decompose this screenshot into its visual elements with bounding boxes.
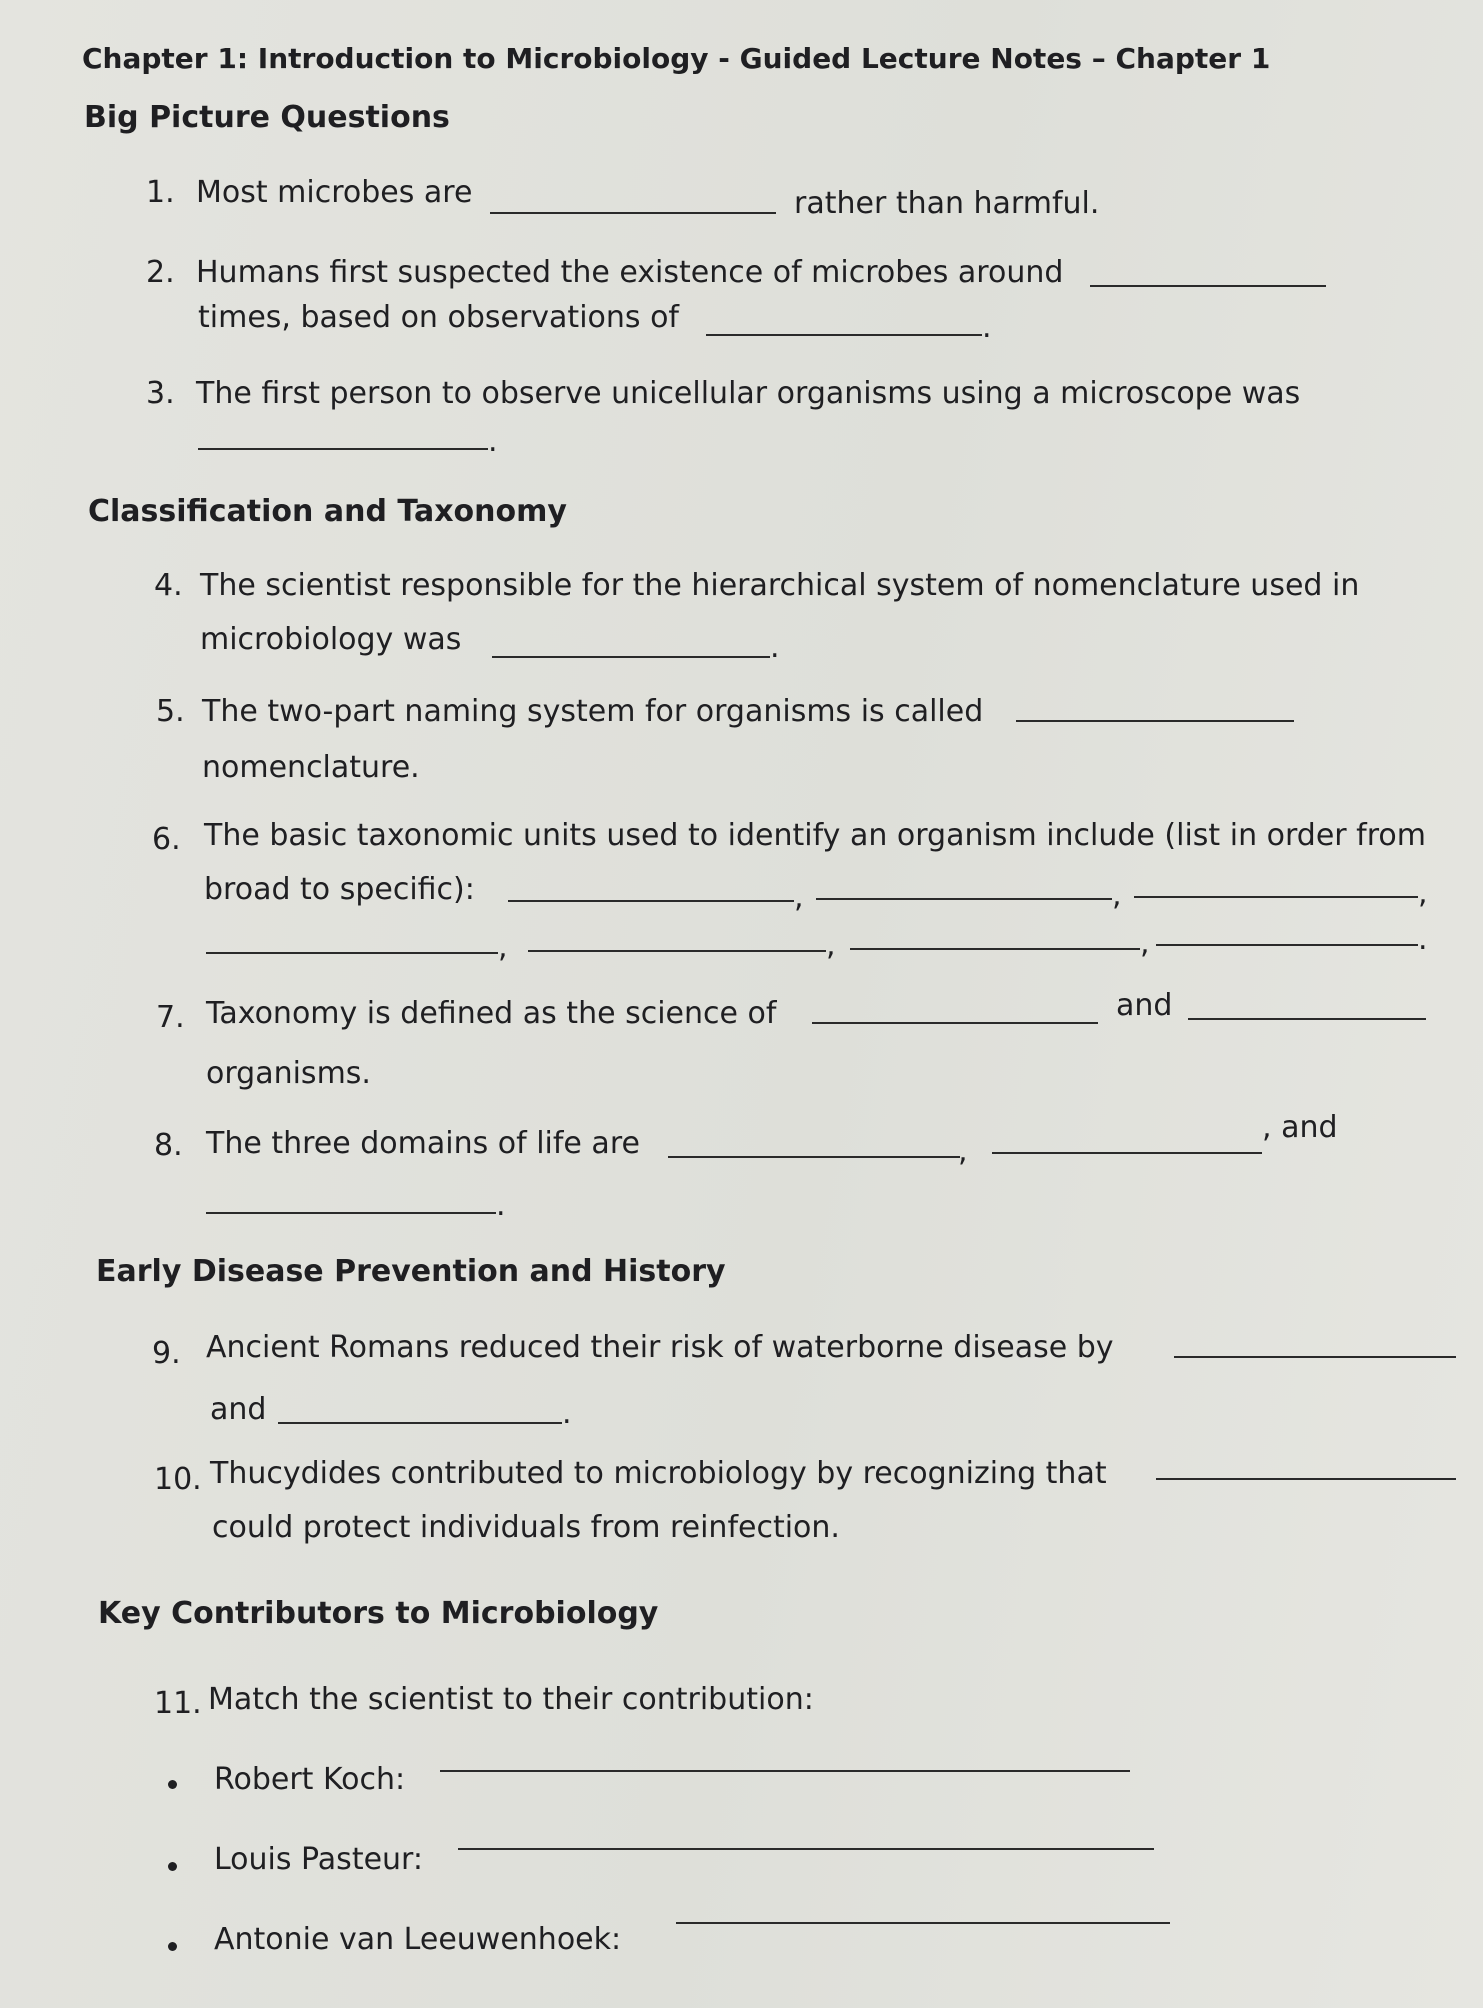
- question-4-number: 4.: [154, 568, 183, 603]
- answer-blank[interactable]: [1016, 720, 1294, 722]
- answer-blank[interactable]: [490, 212, 776, 214]
- question-11-number: 11.: [154, 1686, 202, 1721]
- question-1-text-end: rather than harmful.: [794, 186, 1100, 221]
- question-5-text-line2: nomenclature.: [202, 750, 420, 785]
- question-3-text: The first person to observe unicellular organisms using a microscope was: [196, 376, 1301, 411]
- bullet-icon: [168, 1942, 177, 1951]
- answer-blank[interactable]: [1188, 1018, 1426, 1020]
- answer-blank[interactable]: [198, 448, 488, 450]
- question-8-period: .: [496, 1188, 506, 1223]
- question-8-text: The three domains of life are: [206, 1126, 640, 1161]
- answer-blank[interactable]: [206, 1212, 496, 1214]
- answer-blank[interactable]: [812, 1022, 1098, 1024]
- answer-blank[interactable]: [492, 656, 770, 658]
- question-6-period: .: [1418, 922, 1428, 957]
- question-9-text: Ancient Romans reduced their risk of waterborne disease by: [206, 1330, 1114, 1365]
- question-9-period: .: [562, 1396, 572, 1431]
- answer-blank[interactable]: [1134, 896, 1418, 898]
- question-9-and: and: [210, 1392, 267, 1427]
- question-8-number: 8.: [154, 1128, 183, 1163]
- answer-blank[interactable]: [440, 1770, 1130, 1772]
- comma: ,: [1418, 876, 1428, 911]
- bullet-icon: [168, 1862, 177, 1871]
- answer-blank[interactable]: [1090, 285, 1326, 287]
- question-9-number: 9.: [152, 1336, 181, 1371]
- question-6-text: The basic taxonomic units used to identify an organism include (list in order from: [204, 818, 1426, 853]
- question-6-text-line2: broad to specific):: [204, 872, 475, 907]
- answer-blank[interactable]: [1156, 1478, 1456, 1480]
- question-7-and: and: [1116, 988, 1173, 1023]
- answer-blank[interactable]: [850, 948, 1140, 950]
- answer-blank[interactable]: [1156, 944, 1418, 946]
- match-item-label: Robert Koch:: [214, 1762, 406, 1797]
- answer-blank[interactable]: [668, 1156, 960, 1158]
- question-5-number: 5.: [156, 694, 185, 729]
- question-4-text: The scientist responsible for the hierarchical system of nomenclature used in: [200, 568, 1360, 603]
- answer-blank[interactable]: [206, 952, 498, 954]
- comma: ,: [958, 1134, 968, 1169]
- comma: ,: [1112, 878, 1122, 913]
- comma: ,: [826, 928, 836, 963]
- question-2-text: Humans first suspected the existence of microbes around: [196, 255, 1064, 290]
- question-7-number: 7.: [156, 1000, 185, 1035]
- question-4-period: .: [770, 630, 780, 665]
- bullet-icon: [168, 1780, 177, 1789]
- comma: ,: [498, 930, 508, 965]
- question-7-text-line2: organisms.: [206, 1056, 371, 1091]
- question-5-text: The two-part naming system for organisms is called: [202, 694, 984, 729]
- question-10-text: Thucydides contributed to microbiology by recognizing that: [210, 1456, 1107, 1491]
- answer-blank[interactable]: [458, 1848, 1154, 1850]
- answer-blank[interactable]: [528, 950, 826, 952]
- question-2-number: 2.: [146, 255, 175, 290]
- page-title: Chapter 1: Introduction to Microbiology - Guided Lecture Notes – Chapter 1: [82, 42, 1271, 75]
- question-2-text-line2: times, based on observations of: [198, 300, 679, 335]
- match-item-label: Antonie van Leeuwenhoek:: [214, 1922, 622, 1957]
- section-heading-contributors: Key Contributors to Microbiology: [98, 1596, 659, 1631]
- section-heading-big-picture: Big Picture Questions: [84, 100, 450, 135]
- answer-blank[interactable]: [508, 900, 794, 902]
- question-11-text: Match the scientist to their contribution:: [208, 1682, 814, 1717]
- question-10-number: 10.: [154, 1462, 202, 1497]
- answer-blank[interactable]: [278, 1422, 562, 1424]
- section-heading-early-disease: Early Disease Prevention and History: [96, 1254, 726, 1289]
- question-7-text: Taxonomy is defined as the science of: [206, 996, 777, 1031]
- match-item-label: Louis Pasteur:: [214, 1842, 423, 1877]
- comma: ,: [1140, 926, 1150, 961]
- comma: ,: [794, 880, 804, 915]
- answer-blank[interactable]: [676, 1922, 1170, 1924]
- question-1-number: 1.: [146, 175, 175, 210]
- section-heading-classification: Classification and Taxonomy: [88, 494, 567, 529]
- question-6-number: 6.: [152, 822, 181, 857]
- question-3-number: 3.: [146, 376, 175, 411]
- answer-blank[interactable]: [1174, 1356, 1456, 1358]
- answer-blank[interactable]: [816, 898, 1112, 900]
- question-3-period: .: [488, 424, 498, 459]
- question-10-text-line2: could protect individuals from reinfection.: [212, 1510, 840, 1545]
- question-4-text-line2: microbiology was: [200, 622, 462, 657]
- answer-blank[interactable]: [706, 334, 982, 336]
- question-8-and: , and: [1262, 1110, 1338, 1145]
- answer-blank[interactable]: [992, 1152, 1262, 1154]
- question-1-text: Most microbes are: [196, 175, 473, 210]
- question-2-period: .: [982, 310, 992, 345]
